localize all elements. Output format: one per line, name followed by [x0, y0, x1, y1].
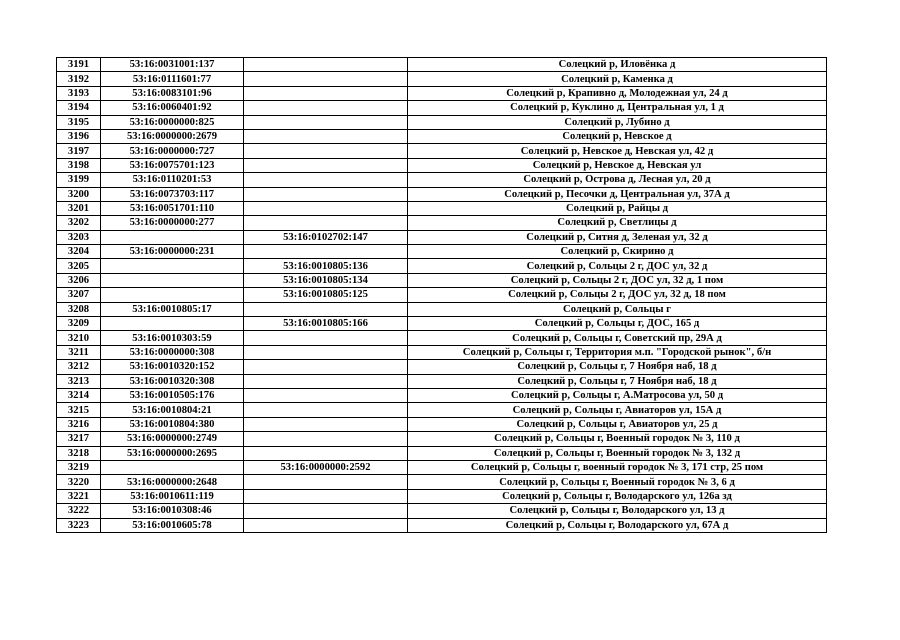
table-row [57, 360, 827, 374]
address-cell: Солецкий р, Сольцы г, А.Матросова ул, 50 д [408, 388, 827, 402]
secondary-cadastral-number-cell [244, 504, 408, 518]
table-row [57, 230, 827, 244]
row-number-cell: 3206 [57, 273, 101, 287]
table-row [57, 489, 827, 503]
row-number-cell: 3203 [57, 230, 101, 244]
row-number-cell: 3202 [57, 216, 101, 230]
secondary-cadastral-number-cell [244, 432, 408, 446]
table-row [57, 129, 827, 143]
table-row [57, 403, 827, 417]
cadastral-number-cell: 53:16:0010505:176 [101, 388, 244, 402]
address-cell: Солецкий р, Сольцы г, Володарского ул, 67А д [408, 518, 827, 532]
table-row [57, 144, 827, 158]
table-row [57, 374, 827, 388]
table-row [57, 173, 827, 187]
row-number-cell: 3196 [57, 129, 101, 143]
table-row [57, 302, 827, 316]
cadastral-number-cell: 53:16:0010320:308 [101, 374, 244, 388]
secondary-cadastral-number-cell [244, 345, 408, 359]
cadastral-number-cell: 53:16:0060401:92 [101, 101, 244, 115]
table-row [57, 58, 827, 72]
table-row [57, 288, 827, 302]
address-cell: Солецкий р, Песочки д, Центральная ул, 37А д [408, 187, 827, 201]
secondary-cadastral-number-cell [244, 86, 408, 100]
table-row [57, 72, 827, 86]
table-row [57, 446, 827, 460]
cadastral-number-cell: 53:16:0000000:727 [101, 144, 244, 158]
secondary-cadastral-number-cell [244, 403, 408, 417]
cadastral-number-cell: 53:16:0010804:380 [101, 417, 244, 431]
cadastral-number-cell: 53:16:0000000:825 [101, 115, 244, 129]
cadastral-number-cell: 53:16:0031001:137 [101, 58, 244, 72]
secondary-cadastral-number-cell: 53:16:0000000:2592 [244, 460, 408, 474]
secondary-cadastral-number-cell: 53:16:0102702:147 [244, 230, 408, 244]
address-cell: Солецкий р, Сольцы 2 г, ДОС ул, 32 д [408, 259, 827, 273]
address-cell: Солецкий р, Скирино д [408, 245, 827, 259]
table-row [57, 86, 827, 100]
address-cell: Солецкий р, Каменка д [408, 72, 827, 86]
address-cell: Солецкий р, Сольцы г, 7 Ноября наб, 18 д [408, 360, 827, 374]
table-row [57, 475, 827, 489]
cadastral-number-cell: 53:16:0073703:117 [101, 187, 244, 201]
table-row [57, 432, 827, 446]
row-number-cell: 3213 [57, 374, 101, 388]
address-cell: Солецкий р, Невское д, Невская ул, 42 д [408, 144, 827, 158]
secondary-cadastral-number-cell [244, 216, 408, 230]
table-row [57, 417, 827, 431]
address-cell: Солецкий р, Сольцы г, Авиаторов ул, 15А д [408, 403, 827, 417]
cadastral-number-cell: 53:16:0000000:308 [101, 345, 244, 359]
secondary-cadastral-number-cell [244, 144, 408, 158]
cadastral-number-cell: 53:16:0010605:78 [101, 518, 244, 532]
cadastral-number-cell: 53:16:0051701:110 [101, 201, 244, 215]
table-row [57, 388, 827, 402]
secondary-cadastral-number-cell [244, 245, 408, 259]
secondary-cadastral-number-cell [244, 58, 408, 72]
row-number-cell: 3212 [57, 360, 101, 374]
cadastral-number-cell [101, 230, 244, 244]
row-number-cell: 3216 [57, 417, 101, 431]
cadastral-number-cell: 53:16:0110201:53 [101, 173, 244, 187]
secondary-cadastral-number-cell [244, 446, 408, 460]
secondary-cadastral-number-cell [244, 129, 408, 143]
address-cell: Солецкий р, Сольцы г, Территория м.п. "Городской рынок", б/н [408, 345, 827, 359]
secondary-cadastral-number-cell [244, 417, 408, 431]
secondary-cadastral-number-cell [244, 489, 408, 503]
row-number-cell: 3195 [57, 115, 101, 129]
row-number-cell: 3208 [57, 302, 101, 316]
row-number-cell: 3207 [57, 288, 101, 302]
address-cell: Солецкий р, Невское д, Невская ул [408, 158, 827, 172]
cadastral-number-cell: 53:16:0000000:2695 [101, 446, 244, 460]
cadastral-number-cell: 53:16:0000000:2679 [101, 129, 244, 143]
address-cell: Солецкий р, Светлицы д [408, 216, 827, 230]
row-number-cell: 3210 [57, 331, 101, 345]
row-number-cell: 3221 [57, 489, 101, 503]
address-cell: Солецкий р, Сольцы г, Советский пр, 29А д [408, 331, 827, 345]
row-number-cell: 3217 [57, 432, 101, 446]
secondary-cadastral-number-cell [244, 201, 408, 215]
row-number-cell: 3192 [57, 72, 101, 86]
address-cell: Солецкий р, Куклино д, Центральная ул, 1 д [408, 101, 827, 115]
row-number-cell: 3204 [57, 245, 101, 259]
table-row [57, 115, 827, 129]
secondary-cadastral-number-cell [244, 173, 408, 187]
row-number-cell: 3205 [57, 259, 101, 273]
cadastral-number-cell: 53:16:0010303:59 [101, 331, 244, 345]
table-row [57, 101, 827, 115]
secondary-cadastral-number-cell [244, 115, 408, 129]
row-number-cell: 3199 [57, 173, 101, 187]
row-number-cell: 3220 [57, 475, 101, 489]
address-cell: Солецкий р, Сольцы г, Военный городок № 3, 132 д [408, 446, 827, 460]
row-number-cell: 3211 [57, 345, 101, 359]
row-number-cell: 3198 [57, 158, 101, 172]
row-number-cell: 3193 [57, 86, 101, 100]
address-cell: Солецкий р, Лубино д [408, 115, 827, 129]
secondary-cadastral-number-cell: 53:16:0010805:166 [244, 317, 408, 331]
row-number-cell: 3194 [57, 101, 101, 115]
table-row [57, 216, 827, 230]
table-row [57, 273, 827, 287]
table-row [57, 331, 827, 345]
row-number-cell: 3197 [57, 144, 101, 158]
row-number-cell: 3214 [57, 388, 101, 402]
table-row [57, 245, 827, 259]
secondary-cadastral-number-cell [244, 187, 408, 201]
cadastral-number-cell [101, 460, 244, 474]
secondary-cadastral-number-cell: 53:16:0010805:136 [244, 259, 408, 273]
cadastral-number-cell: 53:16:0000000:2749 [101, 432, 244, 446]
table-row [57, 201, 827, 215]
secondary-cadastral-number-cell [244, 302, 408, 316]
table-row [57, 187, 827, 201]
cadastral-number-cell: 53:16:0010805:17 [101, 302, 244, 316]
address-cell: Солецкий р, Сольцы 2 г, ДОС ул, 32 д, 18 пом [408, 288, 827, 302]
table-row [57, 460, 827, 474]
address-cell: Солецкий р, Сольцы г, Володарского ул, 126а зд [408, 489, 827, 503]
table-row [57, 504, 827, 518]
row-number-cell: 3218 [57, 446, 101, 460]
row-number-cell: 3215 [57, 403, 101, 417]
address-cell: Солецкий р, Сольцы 2 г, ДОС ул, 32 д, 1 пом [408, 273, 827, 287]
address-cell: Солецкий р, Крапивно д, Молодежная ул, 24 д [408, 86, 827, 100]
cadastral-number-cell [101, 317, 244, 331]
cadastral-number-cell: 53:16:0010804:21 [101, 403, 244, 417]
secondary-cadastral-number-cell [244, 101, 408, 115]
address-cell: Солецкий р, Сольцы г, Авиаторов ул, 25 д [408, 417, 827, 431]
cadastral-number-cell: 53:16:0010308:46 [101, 504, 244, 518]
secondary-cadastral-number-cell [244, 475, 408, 489]
secondary-cadastral-number-cell [244, 388, 408, 402]
row-number-cell: 3219 [57, 460, 101, 474]
cadastral-number-cell: 53:16:0111601:77 [101, 72, 244, 86]
address-cell: Солецкий р, Сольцы г, Володарского ул, 13 д [408, 504, 827, 518]
secondary-cadastral-number-cell [244, 331, 408, 345]
address-cell: Солецкий р, Сольцы г [408, 302, 827, 316]
cadastral-number-cell: 53:16:0075701:123 [101, 158, 244, 172]
table-row [57, 259, 827, 273]
property-registry-table [56, 57, 827, 533]
table-body [57, 58, 827, 533]
address-cell: Солецкий р, Райцы д [408, 201, 827, 215]
table-row [57, 518, 827, 532]
address-cell: Солецкий р, Сольцы г, 7 Ноября наб, 18 д [408, 374, 827, 388]
address-cell: Солецкий р, Сольцы г, военный городок № 3, 171 стр, 25 пом [408, 460, 827, 474]
cadastral-number-cell [101, 259, 244, 273]
cadastral-number-cell: 53:16:0000000:231 [101, 245, 244, 259]
cadastral-number-cell [101, 273, 244, 287]
secondary-cadastral-number-cell [244, 518, 408, 532]
address-cell: Солецкий р, Сольцы г, Военный городок № 3, 110 д [408, 432, 827, 446]
row-number-cell: 3201 [57, 201, 101, 215]
secondary-cadastral-number-cell [244, 72, 408, 86]
row-number-cell: 3200 [57, 187, 101, 201]
table-row [57, 158, 827, 172]
row-number-cell: 3223 [57, 518, 101, 532]
address-cell: Солецкий р, Острова д, Лесная ул, 20 д [408, 173, 827, 187]
cadastral-number-cell: 53:16:0000000:277 [101, 216, 244, 230]
address-cell: Солецкий р, Сольцы г, Военный городок № 3, 6 д [408, 475, 827, 489]
secondary-cadastral-number-cell [244, 360, 408, 374]
table-row [57, 317, 827, 331]
cadastral-number-cell: 53:16:0000000:2648 [101, 475, 244, 489]
row-number-cell: 3222 [57, 504, 101, 518]
secondary-cadastral-number-cell: 53:16:0010805:125 [244, 288, 408, 302]
cadastral-number-cell [101, 288, 244, 302]
cadastral-number-cell: 53:16:0010320:152 [101, 360, 244, 374]
secondary-cadastral-number-cell [244, 374, 408, 388]
cadastral-number-cell: 53:16:0083101:96 [101, 86, 244, 100]
secondary-cadastral-number-cell: 53:16:0010805:134 [244, 273, 408, 287]
address-cell: Солецкий р, Ситня д, Зеленая ул, 32 д [408, 230, 827, 244]
table-row [57, 345, 827, 359]
address-cell: Солецкий р, Невское д [408, 129, 827, 143]
cadastral-number-cell: 53:16:0010611:119 [101, 489, 244, 503]
secondary-cadastral-number-cell [244, 158, 408, 172]
address-cell: Солецкий р, Иловёнка д [408, 58, 827, 72]
address-cell: Солецкий р, Сольцы г, ДОС, 165 д [408, 317, 827, 331]
row-number-cell: 3209 [57, 317, 101, 331]
document-page [56, 57, 827, 533]
row-number-cell: 3191 [57, 58, 101, 72]
